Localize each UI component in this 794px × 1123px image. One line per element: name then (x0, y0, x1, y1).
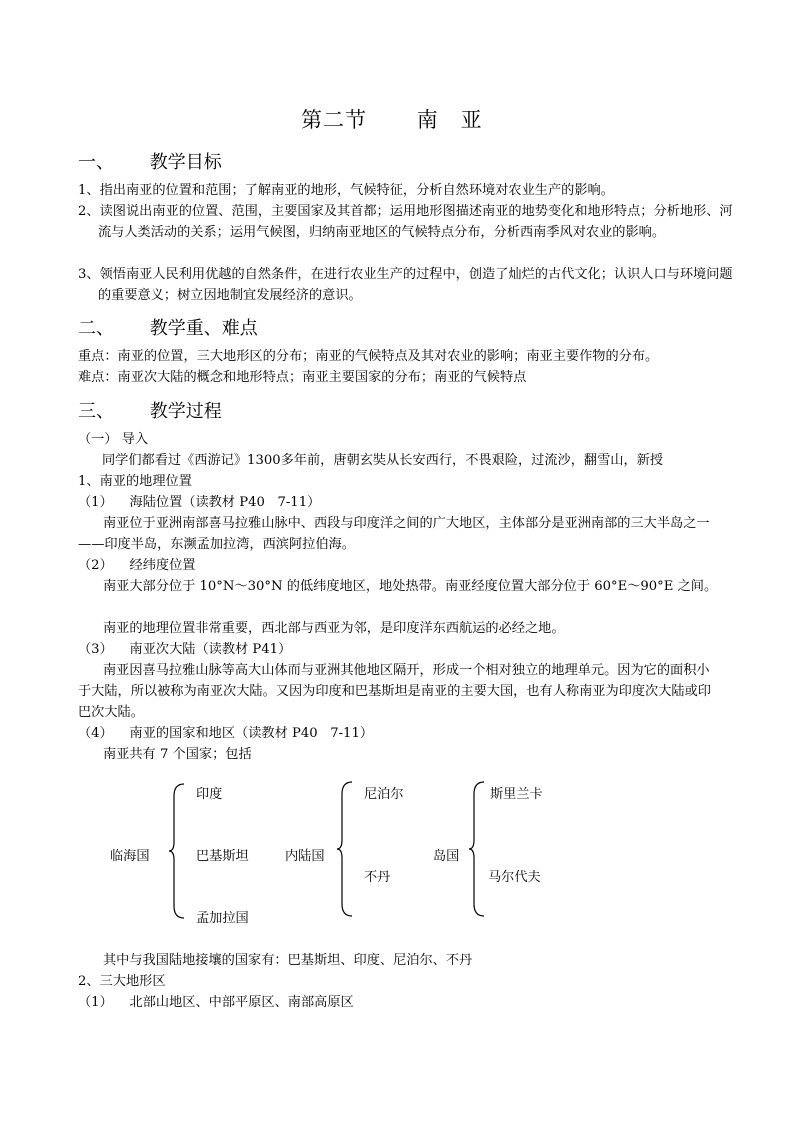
inland-item-1: 尼泊尔 (364, 787, 404, 802)
difficulty-points: 难点：南亚次大陆的概念和地形特点；南亚主要国家的分布；南亚的气候特点 (78, 370, 527, 385)
island-brace (468, 780, 486, 918)
key-points: 重点：南亚的位置，三大地形区的分布；南亚的气候特点及其对农业的影响；南亚主要作物的分布。 (78, 349, 659, 364)
coastal-item-2: 巴基斯坦 (196, 849, 249, 864)
inland-item-2: 不丹 (364, 870, 391, 885)
border-countries-text: 其中与我国陆地接壤的国家有：巴基斯坦、印度、尼泊尔、不丹 (103, 953, 473, 968)
sea-land-text: 南亚位于亚洲南部喜马拉雅山脉中、西段与印度洋之间的广大地区，主体部分是亚洲南部的三大半岛之一 ——印度半岛，东濒孟加拉湾，西滨阿拉伯海。 (78, 516, 710, 552)
section-heading-process: 三、 教学过程 (78, 401, 222, 422)
intro-label: （一） 导入 (78, 432, 149, 447)
geo-position-label: 1、南亚的地理位置 (78, 474, 192, 489)
coastal-item-3: 孟加拉国 (196, 911, 249, 926)
intro-text: 同学们都看过《西游记》1300多年前，唐朝玄奘从长安西行，不畏艰险，过流沙，翻雪山，新授 (102, 453, 664, 468)
title-name: 南 亚 (416, 108, 483, 132)
island-label: 岛国 (433, 849, 460, 864)
countries-label: （4） 南亚的国家和地区（读教材 P40 7-11） (78, 726, 374, 741)
inland-label: 内陆国 (285, 849, 325, 864)
section-heading-objectives: 一、 教学目标 (78, 152, 222, 173)
title-chapter: 第二节 (301, 108, 367, 132)
objective-1: 1、指出南亚的位置和范围；了解南亚的地形，气候特征，分析自然环境对农业生产的影响。 (78, 183, 614, 198)
objective-3: 3、领悟南亚人民利用优越的自然条件，在进行农业生产的过程中，创造了灿烂的古代文化；认识人口与环境问题的重要意义；树立因地制宜发展经济的意识。 (78, 267, 733, 303)
page-title (301, 104, 483, 134)
countries-intro: 南亚共有 7 个国家；包括 (103, 747, 252, 762)
objective-2: 2、读图说出南亚的位置、范围，主要国家及其首都；运用地形图描述南亚的地势变化和地形特点；分析地形、河流与人类活动的关系；运用气候图，归纳南亚地区的气候特点分布，分析西南季风对农业的影响。 (78, 204, 733, 240)
lat-lon-label: （2） 经纬度位置 (78, 558, 196, 573)
coastal-item-1: 印度 (196, 787, 223, 802)
importance-text: 南亚的地理位置非常重要，西北部与西亚为邻，是印度洋东西航运的必经之地。 (103, 621, 565, 636)
island-item-1: 斯里兰卡 (490, 787, 543, 802)
terrain-label: 2、三大地形区 (78, 974, 166, 989)
lat-lon-text: 南亚大部分位于 10°N～30°N 的低纬度地区，地处热带。南亚经度位置大部分位于 60°E～90°E 之间。 (103, 579, 718, 594)
sea-land-label: （1） 海陆位置（读教材 P40 7-11） (78, 495, 321, 510)
section-heading-keypoints: 二、 教学重、难点 (78, 318, 258, 339)
terrain-regions: （1） 北部山地区、中部平原区、南部高原区 (78, 995, 354, 1010)
coastal-label: 临海国 (110, 849, 150, 864)
inland-brace (336, 780, 354, 918)
island-item-2: 马尔代夫 (488, 870, 541, 885)
coastal-brace (168, 782, 186, 920)
subcontinent-text: 南亚因喜马拉雅山脉等高大山体而与亚洲其他地区隔开，形成一个相对独立的地理单元。因为它的面积小于大陆，所以被称为南亚次大陆。又因为印度和巴基斯坦是南亚的主要大国，也有人称南亚为印度次大陆或印巴次大陆。 (78, 663, 711, 720)
subcontinent-label: （3） 南亚次大陆（读教材 P41） (78, 642, 292, 657)
